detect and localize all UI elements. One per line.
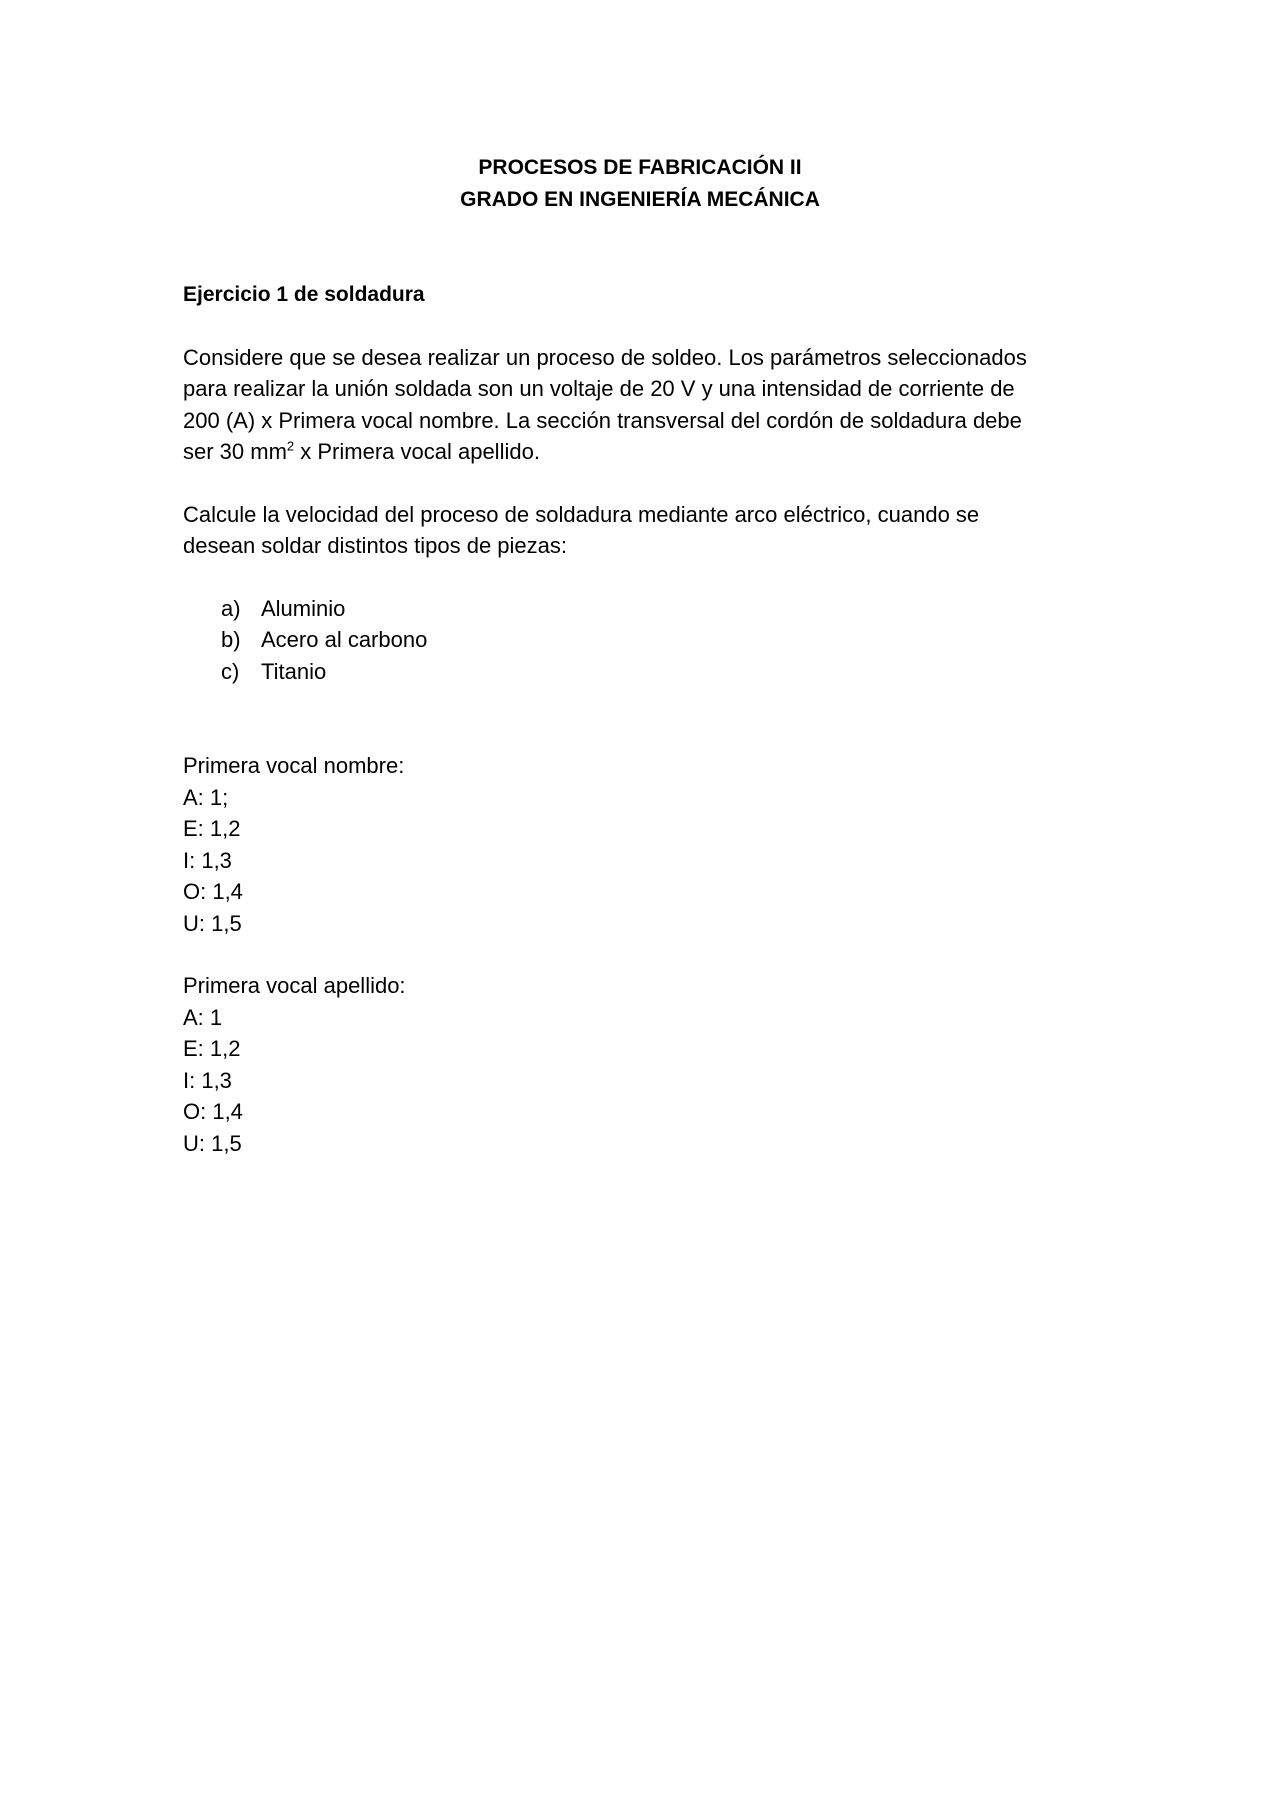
vocal-value: A: 1; <box>183 784 229 810</box>
question-statement <box>183 499 1083 562</box>
list-item-label: Aluminio <box>261 595 346 621</box>
exercise-title: Ejercicio 1 de soldadura <box>183 283 425 306</box>
vocal-value: A: 1 <box>183 1004 223 1030</box>
list-marker: b) <box>221 627 241 652</box>
vocal-nombre-title: Primera vocal nombre: <box>183 753 405 778</box>
vocal-value: I: 1,3 <box>183 847 232 873</box>
document-header <box>0 152 1280 216</box>
list-item-label: Acero al carbono <box>261 627 428 652</box>
vocal-value: U: 1,5 <box>183 910 242 936</box>
list-item <box>183 593 1083 625</box>
statement-line: 200 (A) x Primera vocal nombre. La sección transversal del cordón de soldadura debe <box>183 407 1022 433</box>
vocal-apellido-block <box>183 970 1083 1159</box>
vocal-apellido-title: Primera vocal apellido: <box>183 973 406 998</box>
course-title: PROCESOS DE FABRICACIÓN II <box>478 156 802 179</box>
superscript: 2 <box>286 438 295 454</box>
document-body <box>183 279 1083 1159</box>
problem-statement <box>183 342 1083 468</box>
statement-text: ser 30 mm <box>183 439 287 464</box>
statement-text: x Primera vocal apellido. <box>294 439 540 464</box>
vocal-value: O: 1,4 <box>183 1099 243 1124</box>
statement-line <box>183 436 1083 468</box>
vocal-value: E: 1,2 <box>183 816 241 841</box>
vocal-value: I: 1,3 <box>183 1067 232 1093</box>
list-marker: a) <box>221 595 241 621</box>
list-item <box>183 656 1083 688</box>
question-line: Calcule la velocidad del proceso de soldadura mediante arco eléctrico, cuando se <box>183 501 980 527</box>
list-marker: c) <box>221 658 240 684</box>
list-item <box>183 624 1083 656</box>
vocal-nombre-block <box>183 750 1083 939</box>
vocal-value: U: 1,5 <box>183 1130 242 1156</box>
material-options-list <box>183 593 1083 688</box>
statement-line: para realizar la unión soldada son un voltaje de 20 V y una intensidad de corriente de <box>183 376 1015 401</box>
degree-title: GRADO EN INGENIERÍA MECÁNICA <box>460 188 820 211</box>
vocal-value: E: 1,2 <box>183 1036 241 1061</box>
statement-line: Considere que se desea realizar un proceso de soldeo. Los parámetros seleccionados <box>183 344 1027 370</box>
list-item-label: Titanio <box>261 658 327 684</box>
question-line: desean soldar distintos tipos de piezas: <box>183 533 568 558</box>
vocal-value: O: 1,4 <box>183 879 243 904</box>
